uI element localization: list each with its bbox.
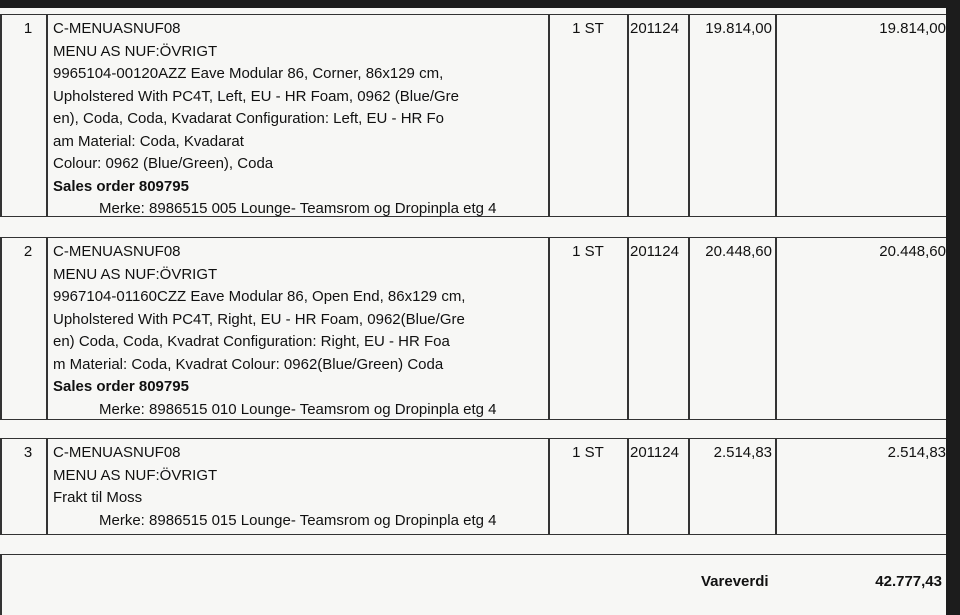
table-row: [0, 14, 946, 217]
merke-line: Merke: 8986515 005 Lounge- Teamsrom og Dropinpla etg 4: [99, 200, 497, 217]
item-description: [53, 442, 496, 532]
description-line: 9965104-00120AZZ Eave Modular 86, Corner, 86x129 cm,: [53, 65, 444, 82]
item-number: 1: [23, 20, 33, 37]
item-quantity: 1 ST: [572, 243, 604, 260]
description-line: en) Coda, Coda, Kvadrat Configuration: Right, EU - HR Foa: [53, 333, 450, 350]
item-number: 2: [23, 243, 33, 260]
description-line: MENU AS NUF:ÖVRIGT: [53, 42, 218, 60]
item-date: 201124: [630, 243, 679, 260]
merke-line: Merke: 8986515 015 Lounge- Teamsrom og Dropinpla etg 4: [99, 511, 497, 529]
description-line: en), Coda, Coda, Kvadarat Configuration: Left, EU - HR Fo: [53, 110, 445, 127]
description-line: 9967104-01160CZZ Eave Modular 86, Open End, 86x129 cm,: [53, 288, 466, 305]
item-total: 19.814,00: [879, 20, 946, 37]
description-line: Upholstered With PC4T, Left, EU - HR Foam, 0962 (Blue/Gre: [53, 87, 459, 105]
description-line: C-MENUASNUF08: [53, 243, 181, 260]
item-quantity: 1 ST: [572, 20, 604, 37]
vareverdi-label: Vareverdi: [701, 573, 769, 590]
table-row: [0, 237, 946, 420]
item-date: 201124: [630, 444, 679, 461]
vareverdi-value: 42.777,43: [875, 573, 942, 590]
invoice-summary: [0, 554, 946, 615]
invoice-sheet: [0, 8, 946, 615]
item-unit-price: 19.814,00: [705, 20, 772, 37]
item-total: 2.514,83: [887, 444, 946, 461]
item-description: [53, 18, 496, 221]
item-total: 20.448,60: [879, 243, 946, 260]
description-line: Frakt til Moss: [53, 489, 143, 506]
description-line: C-MENUASNUF08: [53, 444, 181, 461]
item-unit-price: 20.448,60: [705, 243, 772, 260]
table-row: [0, 438, 946, 535]
description-line: C-MENUASNUF08: [53, 20, 181, 37]
merke-line: Merke: 8986515 010 Lounge- Teamsrom og Dropinpla etg 4: [99, 400, 497, 418]
description-line: Colour: 0962 (Blue/Green), Coda: [53, 155, 274, 172]
description-line: Upholstered With PC4T, Right, EU - HR Foam, 0962(Blue/Gre: [53, 310, 465, 328]
item-description: [53, 241, 496, 421]
sales-order: Sales order 809795: [53, 177, 189, 195]
sales-order: Sales order 809795: [53, 378, 189, 395]
description-line: MENU AS NUF:ÖVRIGT: [53, 466, 218, 484]
description-line: am Material: Coda, Kvadarat: [53, 132, 244, 150]
item-quantity: 1 ST: [572, 444, 604, 461]
item-unit-price: 2.514,83: [713, 444, 772, 461]
description-line: MENU AS NUF:ÖVRIGT: [53, 265, 218, 283]
item-number: 3: [23, 444, 33, 461]
item-date: 201124: [630, 20, 679, 37]
description-line: m Material: Coda, Kvadrat Colour: 0962(Blue/Green) Coda: [53, 355, 444, 373]
